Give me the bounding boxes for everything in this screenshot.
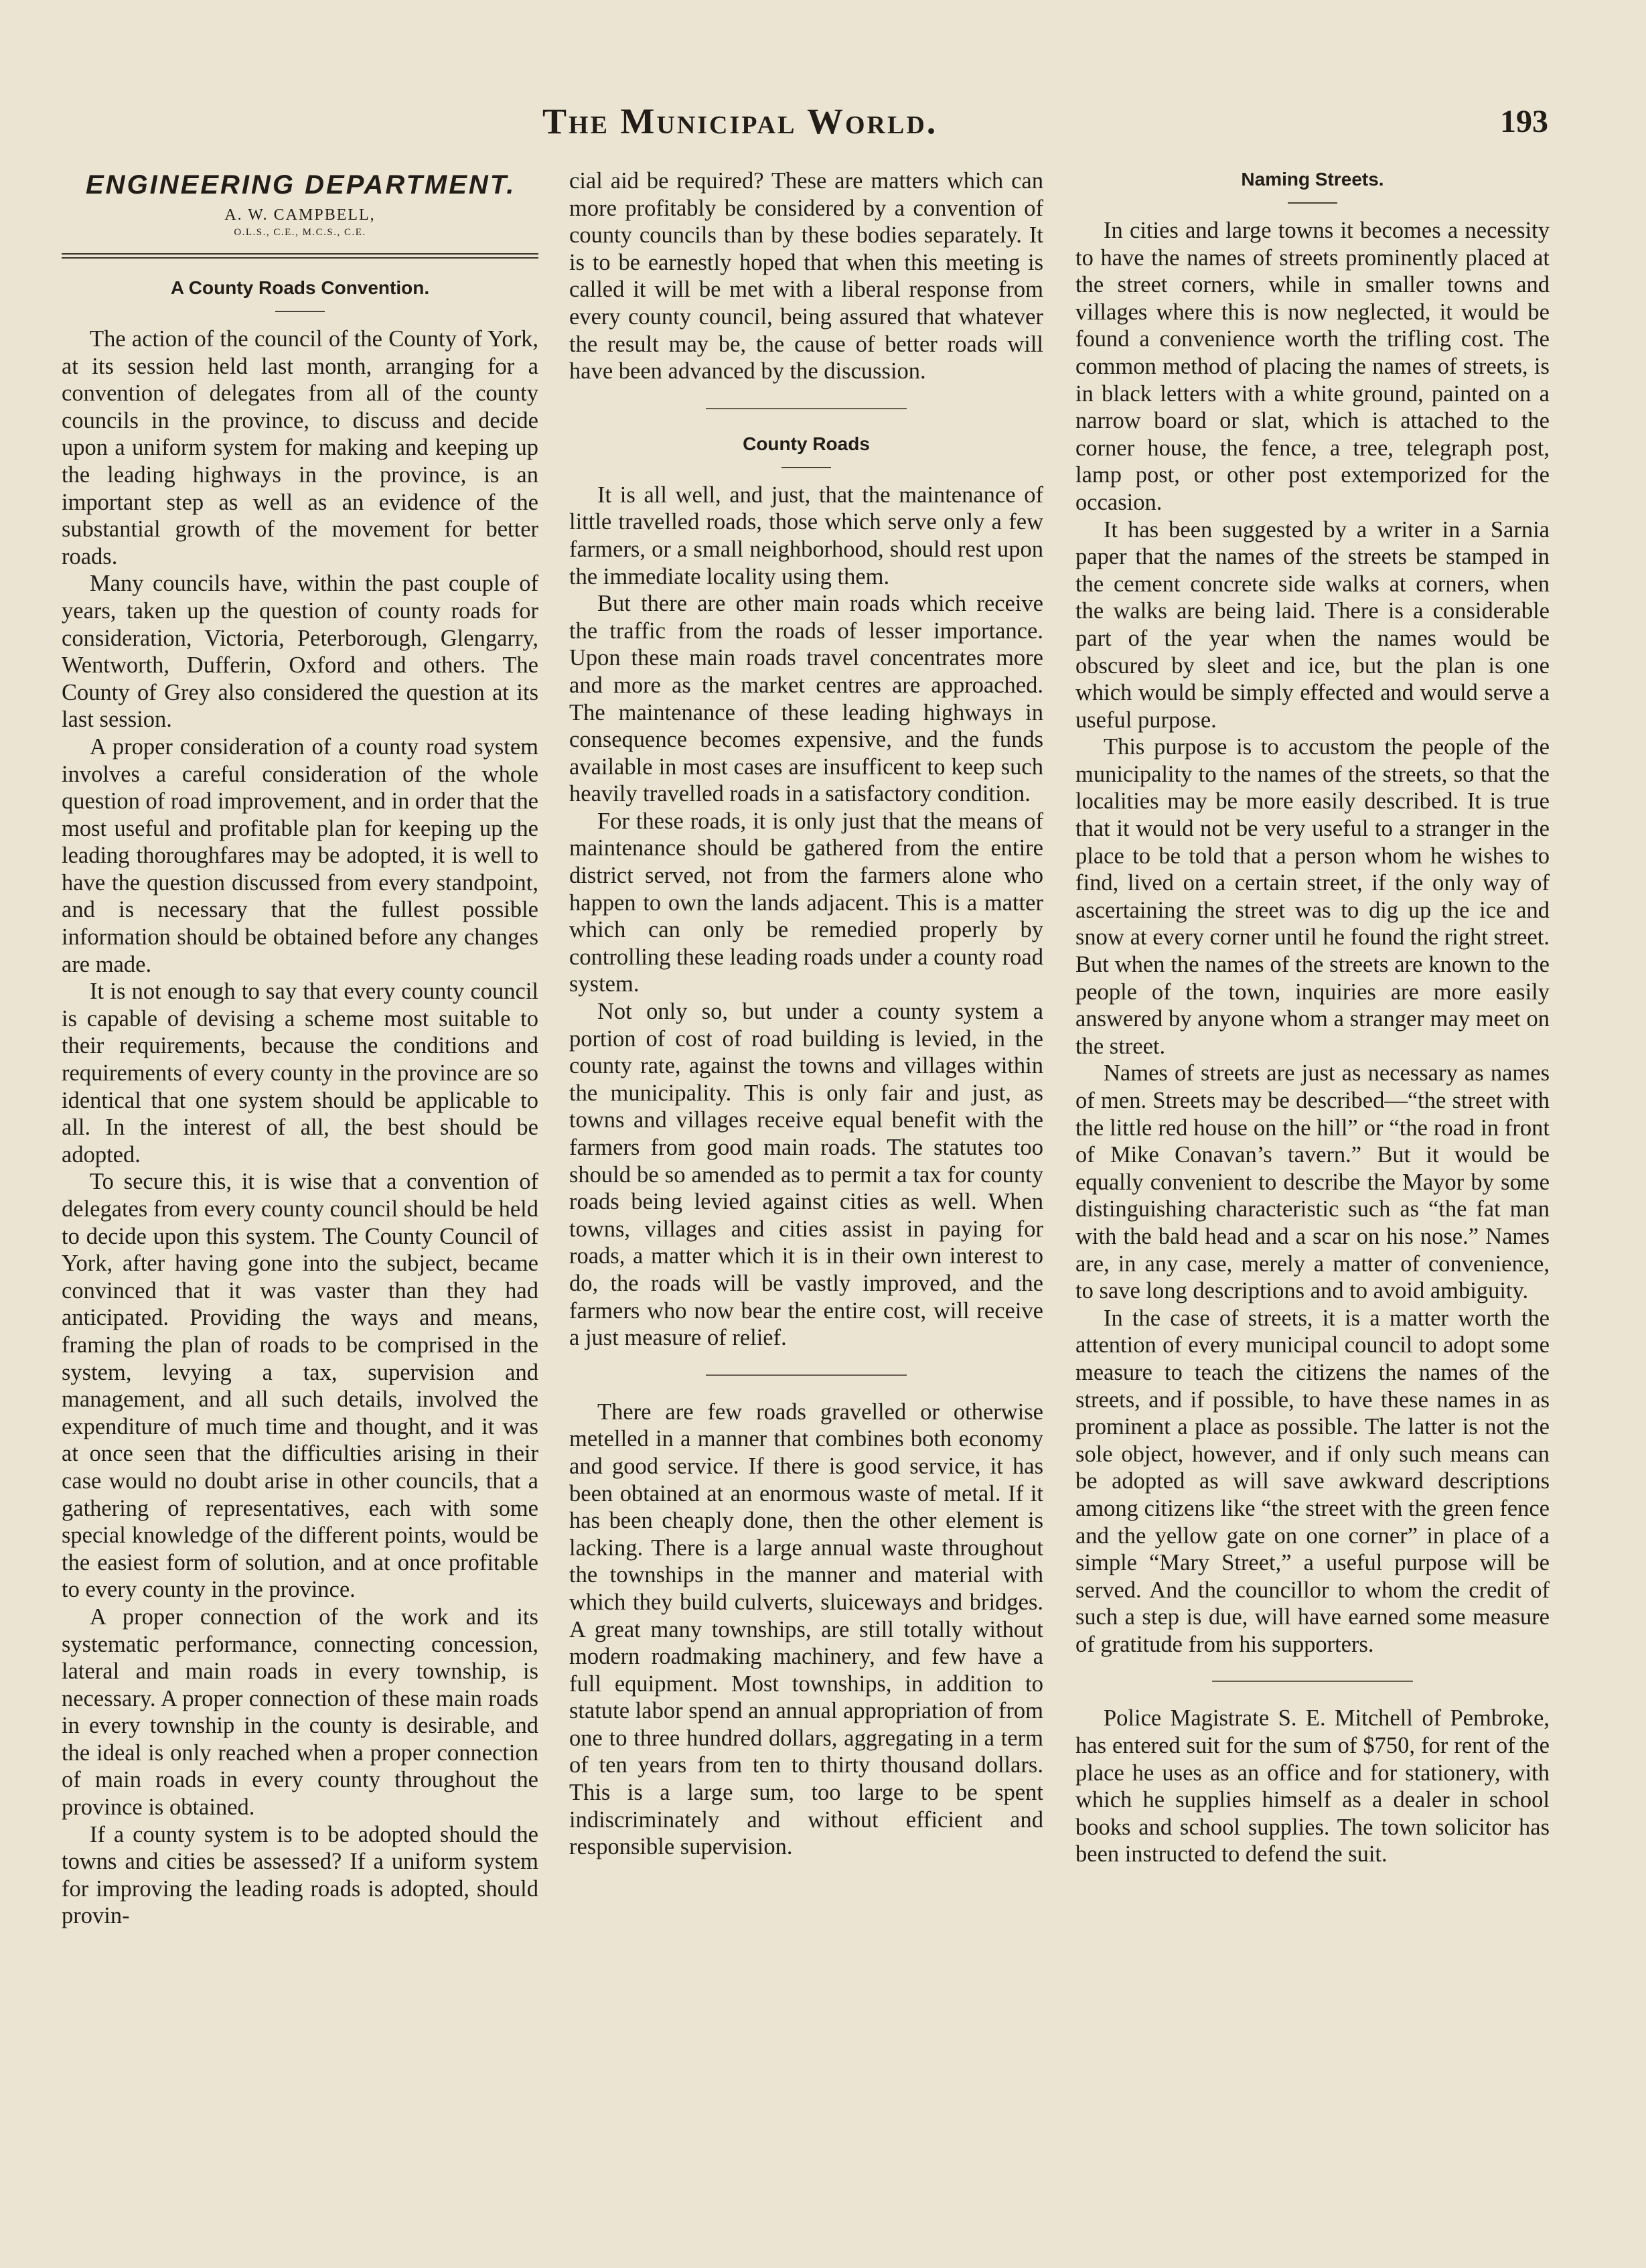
column-2 [569,167,1043,1861]
paragraph: The action of the council of the County of York, at its session held last month, arranging for a convention of delegates from all of the county councils in the province, to discuss and decide upon a uniform system for making and keeping up the leading highways in the province, is an important step as well as an evidence of the substantial growth of the movement for better roads. [62,326,538,569]
paragraph: To secure this, it is wise that a convention of delegates from every county council should be held to decide upon this system. The County Council of York, after having gone into the subject, became convinced that it was vaster than they had anticipated. Providing the ways and means, framing the plan of roads to be comprised in the system, levying a tax, supervision and management, and all such details, involved the expenditure of much time and thought, and it was at once seen that the difficulties arising in their case would no doubt arise in other councils, that a gathering of representatives, each with some special knowledge of the different points, would be the easiest form of solution, and at once profitable to every county in the province. [62,1169,538,1603]
paragraph: For these roads, it is only just that the means of maintenance should be gathered from the entire district served, not from the farmers alone who happen to own the lands adjacent. This is a matter which can only be remedied properly by controlling these leading roads under a county road system. [569,808,1043,997]
paragraph: It has been suggested by a writer in a Sarnia paper that the names of the streets be stamped in the cement concrete side walks at corners, when the walks are being laid. There is a considerable part of the year when the names would be obscured by sleet and ice, but the plan is one which would be simply effected and would serve a useful purpose. [1075,516,1550,733]
paragraph: A proper connection of the work and its systematic performance, connecting concession, lateral and main roads in every township, is necessary. A proper connection of these main roads in every township in the county is desirable, and the ideal is only reached when a proper connection of main roads in every county throughout the province is obtained. [62,1604,538,1821]
department-title: ENGINEERING DEPARTMENT. [86,170,516,200]
short-rule [1288,202,1337,204]
column-1 [62,167,538,1930]
separator-rule [1212,1681,1413,1682]
author-byline: A. W. CAMPBELL, [224,206,376,224]
separator-rule [706,408,907,409]
masthead-title: The Municipal World. [542,101,938,141]
paragraph: If a county system is to be adopted should the towns and cities be assessed? If a uniform system for improving the leading roads is adopted, should provin- [62,1821,538,1929]
paragraph: It is all well, and just, that the maintenance of little travelled roads, those which serve only a few farmers, or a small neighborhood, should rest upon the immediate locality using them. [569,482,1043,589]
paragraph: Many councils have, within the past couple of years, taken up the question of county roads for consideration, Victoria, Peterborough, Glengarry, Wentworth, Dufferin, Oxford and others. The County of Grey also considered the question at its last session. [62,571,538,733]
short-rule [275,311,325,312]
column-3 [1075,167,1550,1868]
paragraph: This purpose is to accustom the people of the municipality to the names of the streets, so that the localities may be more easily described. It is true that it would not be very useful to a stranger in the place to be told that a person whom he wishes to find, lived on a certain street, if the only way of ascertaining the street was to dig up the ice and snow at every corner until he found the right street. But when the names of the streets are known to the people of the town, inquiries are more easily answered by anyone whom a stranger may meet on the street. [1075,734,1550,1059]
paragraph: But there are other main roads which receive the traffic from the roads of lesser importance. Upon these main roads travel concentrates more and more as the market centres are approached. The maintenance of these leading highways in consequence becomes expensive, and the funds available in most cases are insufficent to keep such heavily travelled roads in a satisfactory condition. [569,591,1043,807]
paragraph: There are few roads gravelled or otherwise metelled in a manner that combines both economy and good service. If there is good service, it has been obtained at an enormous waste of metal. If it has been cheaply done, then the other element is lacking. There is a large annual waste throughout the townships in the manner and material with which they build culverts, sluiceways and bridges. A great many townships, are still totally without modern roadmaking machinery, and few have a full equipment. Most townships, in addition to statute labor spend an annual appropriation of from one to three hundred dollars, aggregating in a term of ten years from ten to thirty thousand dollars. This is a large sum, too large to be spent indiscriminately and without efficient and responsible supervision. [569,1399,1043,1860]
paragraph-continuation: cial aid be required? These are matters which can more profitably be considered by a convention of county councils than by these bodies separately. It is to be earnestly hoped that when this meeting is called it will be met with a liberal response from every county council, being assured that whatever the result may be, the cause of better roads will have been advanced by the discussion. [569,168,1043,384]
section-heading-naming-streets: Naming Streets. [1241,169,1384,190]
paragraph: In cities and large towns it becomes a necessity to have the names of streets prominently placed at the street corners, while in smaller towns and villages where this is now neglected, it would be found a convenience worth the trifling cost. The common method of placing the names of streets, is in black letters with a white ground, painted on a narrow board or slat, which is attached to the corner house, the fence, a tree, telegraph post, lamp post, or other post extemporized for the occasion. [1075,218,1550,515]
paragraph: Not only so, but under a county system a portion of cost of road building is levied, in the county rate, against the towns and villages within the municipality. This is only fair and just, as towns and villages receive equal benefit with the farmers from good main roads. The statutes too should be so amended as to permit a tax for county roads being levied against cities as well. When towns, villages and cities assist in paying for roads, a matter which it is in their own interest to do, the roads will be vastly improved, and the farmers who now bear the entire cost, will receive a just measure of relief. [569,999,1043,1351]
paragraph: Police Magistrate S. E. Mitchell of Pembroke, has entered suit for the sum of $750, for rent of the place he uses as an office and for stationery, with which he supplies himself as a dealer in school books and school supplies. The town solicitor has been instructed to defend the suit. [1075,1705,1550,1867]
paragraph: A proper consideration of a county road system involves a careful consideration of the whole question of road improvement, and in order that the most useful and profitable plan for keeping up the leading thoroughfares may be adopted, it is well to have the question discussed from every standpoint, and is necessary that the fullest possible information should be obtained before any changes are made. [62,733,538,977]
paragraph: It is not enough to say that every county council is capable of devising a scheme most suitable to their requirements, because the conditions and requirements of every county in the province are so identical that one system should be applicable to all. In the interest of all, the best should be adopted. [62,979,538,1167]
page-number: 193 [1500,104,1548,139]
section-heading-convention: A County Roads Convention. [170,277,430,298]
separator-rule [706,1374,907,1376]
paragraph: In the case of streets, it is a matter worth the attention of every municipal council to adopt some measure to teach the citizens the names of the streets, and if possible, to have these names in as prominent a place as possible. The latter is not the sole object, however, and if only such means can be adopted as will save awkward descriptions among citizens like “the street with the green fence and the yellow gate on one corner” in place of a simple “Mary Street,” a useful purpose will be served. And the councillor to whom the credit of such a step is due, will have earned some measure of gratitude from his supporters. [1075,1305,1550,1657]
page-header [0,100,1646,147]
short-rule [781,467,831,468]
double-rule [62,253,538,259]
paragraph: Names of streets are just as necessary as names of men. Streets may be described—“the street with the little red house on the hill” or “the road in front of Mike Conavan’s tavern.” But it would be equally convenient to describe the Mayor by some distinguishing characteristic such as “the fat man with the bald head and a scar on his nose.” Names are, in any case, merely a matter of convenience, to save long descriptions and to avoid ambiguity. [1075,1060,1550,1304]
author-credentials: O.L.S., C.E., M.C.S., C.E. [234,227,366,238]
section-heading-county-roads: County Roads [743,433,870,454]
